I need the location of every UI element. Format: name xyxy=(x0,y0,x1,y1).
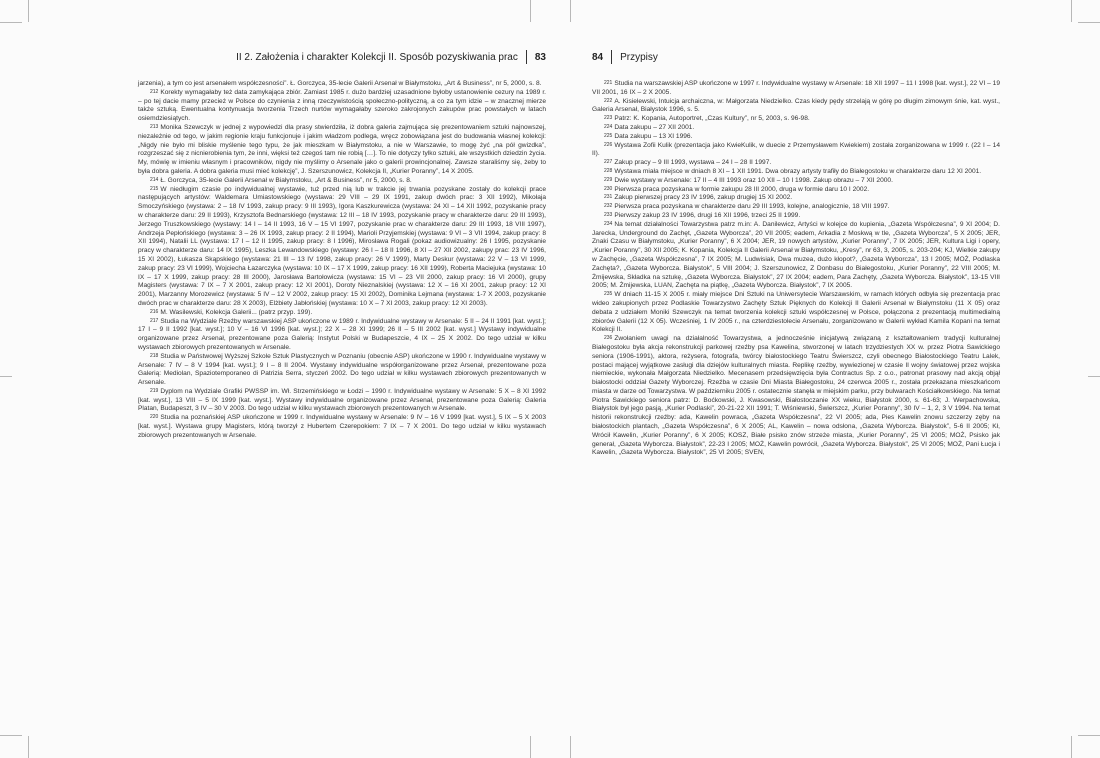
footnote-number: 230 xyxy=(604,185,613,192)
footnote-number: 232 xyxy=(604,203,613,210)
footnote-text: Pierwszy zakup 23 IV 1996, drugi 16 XII 1996, trzeci 25 II 1999. xyxy=(614,211,801,219)
footnote xyxy=(592,98,1000,116)
page-number: 83 xyxy=(534,51,546,63)
footnote-number: 222 xyxy=(604,97,613,104)
footnote-text: Zakup pracy – 9 III 1993, wystawa – 24 I – 28 II 1997. xyxy=(614,159,772,167)
footnote xyxy=(592,186,1000,195)
footnote-number: 216 xyxy=(150,308,159,315)
footnote-text: Wystawa miała miejsce w dniach 8 XI – 1 XII 1991. Dwa obrazy artysty trafiły do Białegostoku w charakterze daru 12 XI 2001. xyxy=(614,167,982,175)
footnote-text: Ł. Gorczyca, 35-lecie Galerii Arsenał w Białymstoku, „Art & Business”, nr 5, 2000, s. 8. xyxy=(160,176,412,184)
footnote-text: Data zakupu – 27 XII 2001. xyxy=(614,123,695,131)
footnote-text: A. Kisielewski, Intuicja archaiczna, w: Małgorzata Niedzielko. Czas kiedy pędy strzelają w górę po długim zimowym śnie, kat. wyst., Galeria Arsenał, Białystok 1996, s. 5. xyxy=(592,97,1000,114)
footnote-number: 236 xyxy=(604,335,613,342)
footnote xyxy=(592,291,1000,335)
footnote xyxy=(592,80,1000,98)
footnote-text: W dniach 11-15 X 2005 r. miały miejsce Dni Sztuki na Uniwersytecie Warszawskim, w ramach których odbyła się prezentacja prac wideo zakupionych przez Podlaskie Towarzystwo Zachęty Sztuk Pięknych do Kolekcji II Galerii Arsenał w Białymstoku (11 X 05) oraz debata z udziałem Moniki Szewczyk na temat tworzenia kolekcji sztuki współczesnej w Polsce, połączona z prezentacją multimedialną zbiorów Galerii (12 X 05). Wcześniej, 1 IV 2005 r., na czterdziestolecie Arsenału, zorganizowano w Galerii wykład Kamila Kopani na temat Kolekcji II. xyxy=(592,291,1000,334)
header-divider xyxy=(611,50,612,64)
footnote xyxy=(138,124,546,177)
footnote xyxy=(138,89,546,124)
header-divider xyxy=(526,50,527,64)
footnote-number: 229 xyxy=(604,176,613,183)
footnote-text: Data zakupu – 13 XI 1996. xyxy=(614,132,693,140)
footnote-text: Zakup pierwszej pracy 23 IV 1996, zakup drugiej 15 XI 2002. xyxy=(614,194,793,202)
footnote xyxy=(138,414,546,440)
footnote xyxy=(592,133,1000,142)
crop-mark xyxy=(570,736,571,758)
crop-mark xyxy=(28,736,29,758)
footnote-number: 231 xyxy=(604,194,613,201)
footnote-number: 221 xyxy=(604,80,613,86)
footnote xyxy=(592,115,1000,124)
footnote xyxy=(592,194,1000,203)
footnote-number: 226 xyxy=(604,141,613,148)
footnote-text: Studia na Wydziale Rzeźby warszawskiej ASP ukończone w 1989 r. Indywidualne wystawy w Arsenale: 5 II – 24 II 1991 [kat. wyst.]; 17 I – 9 II 1992 [kat. wyst.]; 10 V – 16 VI 1996 [kat. wyst.]; 22 X – 28 XI 1999; 26 II – 5 III 2002 [kat. wyst.] Wystawy indywidualne organizowane przez Arsenał, prezentowane poza Galerią: Instytut Polski w Budapeszcie, 4 IX – 25 X 2002. Do tego udział w kilku wystawach zbiorowych prezentowanych w Arsenale. xyxy=(138,317,546,351)
crop-mark xyxy=(0,735,22,736)
footnote xyxy=(138,177,546,186)
right-page xyxy=(592,44,1000,704)
footnote-text: Pierwsza praca pozyskana w charakterze daru 29 III 1993, kolejne, analogicznie, 18 VIII 1997. xyxy=(614,203,890,211)
footnote-number: 219 xyxy=(150,387,159,394)
footnote-text: Monika Szewczyk w jednej z wypowiedzi dla prasy stwierdziła, iż dobra galeria zajmująca się prezentowaniem sztuki najnowszej, niezależnie od tego, w jakim regionie kraju funkcjonuje i jakim władzom podlega, wręcz zobowiązana jest do budowania własnej kolekcji: „Nigdy nie było mi bliskie myślenie tego typu, że jak mieszkam w Białymstoku, a nie w Warszawie, to mogę żyć „na pół gwizdka”, rozgrzeszać się z nicnierobienia tym, że inni, więksi też czegoś tam nie robią […]. To nie dotyczy tylko sztuki, ale wszystkich dziedzin życia. My, mówię w imieniu własnym i pracowników, nigdy nie myślimy o Arsenale jako o galerii prowincjonalnej. Zawsze staraliśmy się, żeby to była dobra galeria. A dobra galeria musi mieć kolekcję”, J. Szerszunowicz, Kolekcja II, „Kurier Poranny”, 14 X 2005. xyxy=(138,123,546,175)
crop-mark xyxy=(28,0,29,22)
section-title: Przypisy xyxy=(620,51,658,63)
left-page xyxy=(138,44,546,704)
right-footnotes xyxy=(592,80,1000,458)
footnote-number: 235 xyxy=(604,291,613,298)
left-footnotes xyxy=(138,80,546,441)
footnote-number: 224 xyxy=(604,123,613,130)
footnote-number: 220 xyxy=(150,414,159,421)
chapter-title: II 2. Założenia i charakter Kolekcji II. Sposób pozyskiwania prac xyxy=(236,51,518,63)
page-number: 84 xyxy=(592,51,604,63)
footnote xyxy=(138,318,546,353)
footnote xyxy=(138,353,546,388)
right-running-header xyxy=(592,44,1000,70)
footnote-text: Wystawa Zofii Kulik (prezentacja jako KwieKulik, w duecie z Przemysławem Kwiekiem) została zorganizowana w 1999 r. (22 I – 14 II). xyxy=(592,141,1000,158)
footnote-number: 217 xyxy=(150,317,159,324)
footnote-number: 233 xyxy=(604,211,613,218)
footnote-text: Pierwsza praca pozyskana w formie zakupu 28 III 2000, druga w formie daru 10 I 2002. xyxy=(614,185,870,193)
footnote-number: 213 xyxy=(150,123,159,130)
footnote-text: Studia na warszawskiej ASP ukończone w 1997 r. Indywidualne wystawy w Arsenale: 18 XII 1997 – 11 I 1998 [kat. wyst.], 22 VI – 19 VII 2001, 16 IX – 2 X 2005. xyxy=(592,80,1000,96)
crop-mark xyxy=(1088,376,1100,377)
footnote xyxy=(592,203,1000,212)
continued-footnote: jarzenia), a tym co jest arsenałem współczesności”. Ł. Gorczyca, 35-lecie Galerii Arsenał w Białymstoku, „Art & Business”, nr 5, 2000, s. 8. xyxy=(138,80,542,87)
footnote-text: Dyplom na Wydziale Grafiki PWSSP im. Wł. Strzemińskiego w Łodzi – 1990 r. Indywidualne wystawy w Arsenale: 5 X – 8 XI 1992 [kat. wyst.], 13 VIII – 5 IX 1999 [kat. wyst.]. Wystawy indywidualne organizowane przez Arsenał, prezentowane poza Galerią: Galeria Platan, Budapeszt, 3 IV – 30 V 2003. Do tego udział w kilku wystawach zbiorowych prezentowanych w Arsenale. xyxy=(138,387,546,413)
footnote xyxy=(138,186,546,309)
footnote-number: 215 xyxy=(150,185,159,192)
crop-mark xyxy=(1078,22,1100,23)
footnote xyxy=(138,388,546,414)
footnote-number: 225 xyxy=(604,132,613,139)
crop-mark xyxy=(570,0,571,22)
footnote-number: 212 xyxy=(150,88,159,95)
footnote xyxy=(592,335,1000,458)
footnote xyxy=(592,212,1000,221)
footnote-number: 218 xyxy=(150,352,159,359)
footnote-text: Zwołaniem uwagi na działalność Towarzystwa, a jednocześnie inicjatywą związaną z kształtowaniem tradycji kulturalnej Białegostoku była akcja rekonstrukcji parkowej rzeźby psa Kawelina, stworzonej w latach trzydziestych XX w. przez Piotra Sawickiego seniora (1906-1991), aktora, reżysera, fotografa, twórcy białostockiego Teatru Świerszcz, czyli obecnego Białostockiego Teatru Lalek, postaci mającej wyjątkowe zasługi dla dziejów kulturalnych miasta. Replikę rzeźby, wywiezionej w czasie II wojny światowej przez wojska niemieckie, wykonała Małgorzata Niedzielko. Mecenasem przedsięwzięcia była Contractus Sp. z o.o., patronat prasowy nad akcją objął białostocki oddział Gazety Wyborczej. Rzeźba w czasie Dni Miasta Białegostoku, 24 czerwca 2005 r., została przekazana mieszkańcom miasta w darze od Towarzystwa. W październiku 2005 r. ostatecznie stanęła w miejskim parku, przy bulwarach Kościałkowskiego. Na temat Piotra Sawickiego seniora patrz: D. Boćkowski, J. Kwasowski, Białostoczanie XX wieku, Białystok 2000, s. 61-63; J. Werpachowska, Białystok był jego pasją, „Kurier Podlaski”, 20-21-22 XII 1991; T. Wiśniewski, Świerszcz, „Kurier Poranny”, 30 IV – 1, 2, 3 V 1994. Na temat historii rekonstrukcji rzeźby: ada, Kawelin powraca, „Gazeta Współczesna”, 22 VI 2005; ada, Pies Kawelin znowu szczerzy zęby na białostockich plantach, „Gazeta Współczesna”, 6 X 2005; AL, Kawelin – nowa odsłona, „Gazeta Wyborcza. Białystok”, 5-6 II 2005; Kł, Wrócił Kawelin, „Kurier Poranny”, 6 X 2005; KOSZ, Białe psisko znów strzeże miasta, „Kurier Poranny”, 25 VI 2005; MOŻ, Psisko jak generał, „Gazeta Wyborcza. Białystok”, 22-23 I 2005; MOŻ, Kawelin powrócił, „Gazeta Wyborcza. Białystok”, 25 VI 2005; MOŻ, Pani Łucja i Kawelin, „Gazeta Wyborcza. Białystok”, 25 VI 2005; SVEN, xyxy=(592,335,1000,457)
footnote xyxy=(592,168,1000,177)
footnote-text: Studia na poznańskiej ASP ukończone w 1999 r. Indywidualne wystawy w Arsenale: 9 IV – 16 V 1999 [kat. wyst.], 5 IX – 5 X 2003 [kat. wyst.]. Wystawa grupy Magisters, którą tworzył z Hubertem Czerepokiem: 7 IX – 7 X 2001. Do tego udział w kilku wystawach zbiorowych prezentowanych w Arsenale. xyxy=(138,414,546,439)
footnote-text: Na temat działalności Towarzystwa patrz m.in: A. Danilewicz, Artyści w kolejce do kupienia, „Gazeta Współczesna”, 9 XI 2004; D. Jarecka, Underground do Zachęt, „Gazeta Wyborcza”, 20 VII 2005; eadem, Arkadia z Moskwą w tle, „Gazeta Wyborcza”, 5 X 2005; JER, Znaki Czasu w Białymstoku, „Kurier Poranny”, 6 X 2004; JER, 19 nowych artystów, „Kurier Poranny”, 7 IX 2005; JER, Kultura Ligi i opery, „Kurier Poranny”, 30 XII 2005; K. Kopania, Kolekcja II Galerii Arsenał w Białymstoku, „Kresy”, nr 63, 3, 2005, s. 203-204; KJ, Wielkie zakupy w Zachęcie, „Gazeta Współczesna”, 7 IX 2005; M. Ludwisiak, Dwa muzea, dużo kłopot?, „Gazeta Wyborcza”, 13 I 2005; MOŻ, Podlaska Zachęta?, „Gazeta Wyborcza. Białystok”, 5 VIII 2004; J. Szerszunowicz, Z Donbasu do Białegostoku, „Kurier Poranny”, 22 VIII 2005; M. Żmijewska, Składka na sztukę, „Gazeta Wyborcza. Białystok”, 27 IX 2004; eadem, Para Zachęty, „Gazeta Wyborcza. Białystok”, 13-15 VIII 2005; M. Żmijewska, LUAN, Zachęta na piątkę, „Gazeta Wyborcza. Białystok”, 7 IX 2005. xyxy=(592,220,1000,290)
footnote xyxy=(592,159,1000,168)
footnote-number: 228 xyxy=(604,167,613,174)
footnote-text: W niedługim czasie po indywidualnej wystawie, tuż przed nią lub w trakcie jej trwania pozyskane zostały do kolekcji prace następujących artystów: Waldemara Umiastowskiego (wystawa: 29 VIII – 29 IX 1991, zakup dwóch prac: 3 XII 1992), Mikołaja Smoczyńskiego (wystawa: 2 – 18 IV 1993, zakup pracy: 9 III 1993), Igora Kaszkurewicza (wystawa: 24 XI – 14 XII 1992, pozyskanie pracy w charakterze daru: 29 II 1993), Krzysztofa Bednarskiego (wystawa: 12 III – 18 IV 1993, pozyskanie pracy w charakterze daru: 29 III 1993), Jerzego Truszkowskiego (wystawy: 14 I – 14 II 1993, 16 V – 15 VI 1997, pozyskanie prac w charakterze daru: 29 III 1993, 18 VIII 1997), Andrzeja Pepłońskiego (wystawa: 3 – 26 IX 1993, zakup pracy: 2 II 1994), Marioli Przyjemskiej (wystawa: 9 VI – 3 VII 1994, zakup pracy: 8 XII 1994), Natalii LL (wystawa: 17 I – 12 II 1995, zakup pracy: 8 I 1996), Mirosława Rogali (pokaz audiowizualny: 26 I 1995, pozyskanie pracy w charakterze daru: 14 IX 1995), Leszka Lewandowskiego (wystawy: 26 I – 18 II 1996, 8 XI – 27 XII 2002, zakupy prac: 23 IV 1996, 15 XI 2002), Łukasza Skąpskiego (wystawa: 21 III – 13 IV 1998, zakup pracy: 26 V 1999), Marty Deskur (wystawa: 22 V – 13 VI 1999, zakup pracy: 23 VI 1999), Wojciecha Łazarczyka (wystawa: 10 IX – 17 X 1999, zakup pracy: 16 XII 1999), Roberta Maciejuka (wystawa: 10 IX – 17 X 1999, zakup pracy: 28 III 2000), Jarosława Bartołowicza (wystawa: 15 VI – 23 VII 2000, zakup pracy: 16 VI 2000), grupy Magisters (wystawa: 7 IX – 7 X 2001, zakup pracy: 12 XI 2001), Doroty Nieznalskiej (wystawa: 12 X – 16 XI 2001, zakup pracy: 12 XI 2001), Marzanny Morozewicz (wystawa: 5 IV – 12 V 2002, zakup pracy: 15 XI 2002), Dominika Lejmana (wystawa: 1-7 X 2003, pozyskanie dwóch prac w charakterze daru: 28 X 2003), Elżbiety Jabłońskiej (wystawa: 10 X – 7 XI 2003, zakup pracy: 12 XI 2003). xyxy=(138,185,546,307)
footnote-text: Korekty wymagałaby też data zamykająca zbiór. Zamiast 1985 r. dużo bardziej uzasadnione byłoby ustanowienie cezury na 1989 r. – po tej dacie mamy przecież w Polsce do czynienia z inną rzeczywistością społeczno-polityczną, a co za tym idzie – w znacznej mierze także sztuką. Ewentualna kontynuacja tworzenia Trzech nurtów wymagałaby szeroko zakrojonych zakupów prac powstałych w latach osiemdziesiątych. xyxy=(138,88,546,123)
crop-mark xyxy=(0,22,22,23)
left-running-header xyxy=(138,44,546,70)
footnote-text: Patrz: K. Kopania, Autoportret, „Czas Kultury”, nr 5, 2003, s. 96-98. xyxy=(614,115,810,123)
footnote xyxy=(592,124,1000,133)
footnote-number: 234 xyxy=(604,220,613,227)
footnote xyxy=(592,142,1000,160)
crop-mark xyxy=(530,736,531,758)
footnote xyxy=(138,309,546,318)
footnote-text: Dwie wystawy w Arsenale: 17 II – 4 III 1993 oraz 10 XII – 10 I 1998. Zakup obrazu – 7 XII 2000. xyxy=(614,176,893,184)
footnote-number: 223 xyxy=(604,115,613,122)
footnote xyxy=(592,221,1000,291)
crop-mark xyxy=(1078,735,1100,736)
footnote-text: M. Wasilewski, Kolekcja Galerii... (patrz przyp. 199). xyxy=(160,308,313,316)
crop-mark xyxy=(1071,736,1072,758)
crop-mark xyxy=(530,0,531,22)
crop-mark xyxy=(0,376,12,377)
footnote-number: 214 xyxy=(150,176,159,183)
footnote-text: Studia w Państwowej Wyższej Szkole Sztuk Plastycznych w Poznaniu (obecnie ASP) ukończone w 1990 r. Indywidualne wystawy w Arsenale: 7 IV – 8 V 1994 [kat. wyst.]; 9 I – 8 II 2004. Wystawy indywidualne współorganizowane przez Arsenał, prezentowane poza Galerią: Mediolan, Spaziotemporaneo di Patrizia Serra, styczeń 2002. Do tego udział w kilku wystawach zbiorowych prezentowanych w Arsenale. xyxy=(138,352,546,387)
crop-mark xyxy=(1071,0,1072,22)
footnote xyxy=(592,177,1000,186)
footnote-number: 227 xyxy=(604,159,613,166)
